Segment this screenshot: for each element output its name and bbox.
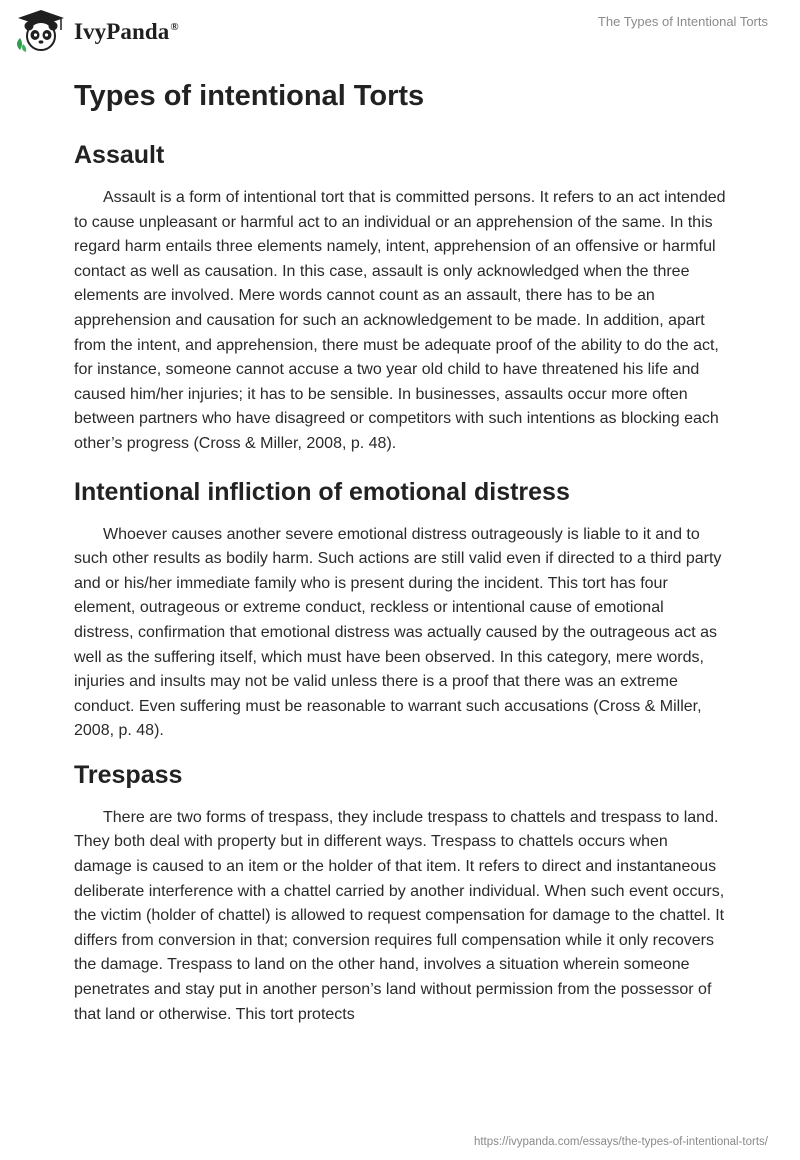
brand-logo[interactable] bbox=[14, 8, 179, 52]
section-heading: Intentional infliction of emotional distress bbox=[74, 477, 570, 506]
section-trespass bbox=[74, 758, 726, 1027]
section-paragraph: There are two forms of trespass, they include trespass to chattels and trespass to land. They both deal with property but in different ways. Trespass to chattels occurs when damage is caused to an item or the holder of that item. It refers to direct and instantaneous deliberate interference with a chattel carried by another individual. When such event occurs, the victim (holder of chattel) is allowed to request compensation for damage to the chattel. It differs from conversion in that; conversion requires full compensation while it only recovers the damage. Trespass to land on the other hand, involves a situation wherein someone penetrates and stay put in another person’s land without permission from the possessor of that land or otherwise. This tort protects bbox=[74, 808, 725, 1023]
page-header bbox=[0, 0, 800, 70]
section-heading: Assault bbox=[74, 141, 165, 169]
article bbox=[74, 70, 726, 1027]
section-heading: Trespass bbox=[74, 760, 183, 789]
page-title: Types of intentional Torts bbox=[74, 80, 425, 112]
footer-url-link[interactable]: https://ivypanda.com/essays/the-types-of-intentional-torts/ bbox=[473, 1136, 768, 1148]
section-paragraph: Assault is a form of intentional tort that is committed persons. It refers to an act intended to cause unpleasant or harmful act to an individual or an apprehension of the same. In this regard harm entails three elements namely, intent, apprehension of an offensive or harmful contact as well as causation. In this case, assault is only acknowledged when the three elements are involved. Mere words cannot count as an assault, there has to be an apprehension and causation for such an acknowledgement to be made. In addition, apart from the intent, and apprehension, there must be adequate proof of the ability to do the act, for instance, someone cannot accuse a two year old child to have threatened his life and caused him/her injuries; it has to be sensible. In businesses, assaults occur more often between partners who have disagreed or competitors with such intentions as blocking each other’s progress (Cross & Miller, 2008, p. 48). bbox=[74, 189, 726, 452]
section-emotional-distress bbox=[74, 475, 726, 744]
document-title: The Types of Intentional Torts bbox=[597, 14, 768, 29]
section-assault bbox=[74, 138, 726, 457]
panda-logo-icon bbox=[14, 8, 68, 52]
brand-name: IvyPanda® bbox=[74, 19, 179, 44]
section-paragraph: Whoever causes another severe emotional distress outrageously is liable to it and to such other results as bodily harm. Such actions are still valid even if directed to a third party and or his/her immediate family who is present during the incident. This tort has four element, outrageous or extreme conduct, reckless or intentional cause of emotional distress, confirmation that emotional distress was actually caused by the outrageous act as well as the suffering itself, which must have been observed. In this category, mere words, injuries and insults may not be valid unless there is a proof that there was an extreme conduct. Even suffering must be reasonable to warrant such accusations (Cross & Miller, 2008, p. 48). bbox=[74, 525, 722, 740]
